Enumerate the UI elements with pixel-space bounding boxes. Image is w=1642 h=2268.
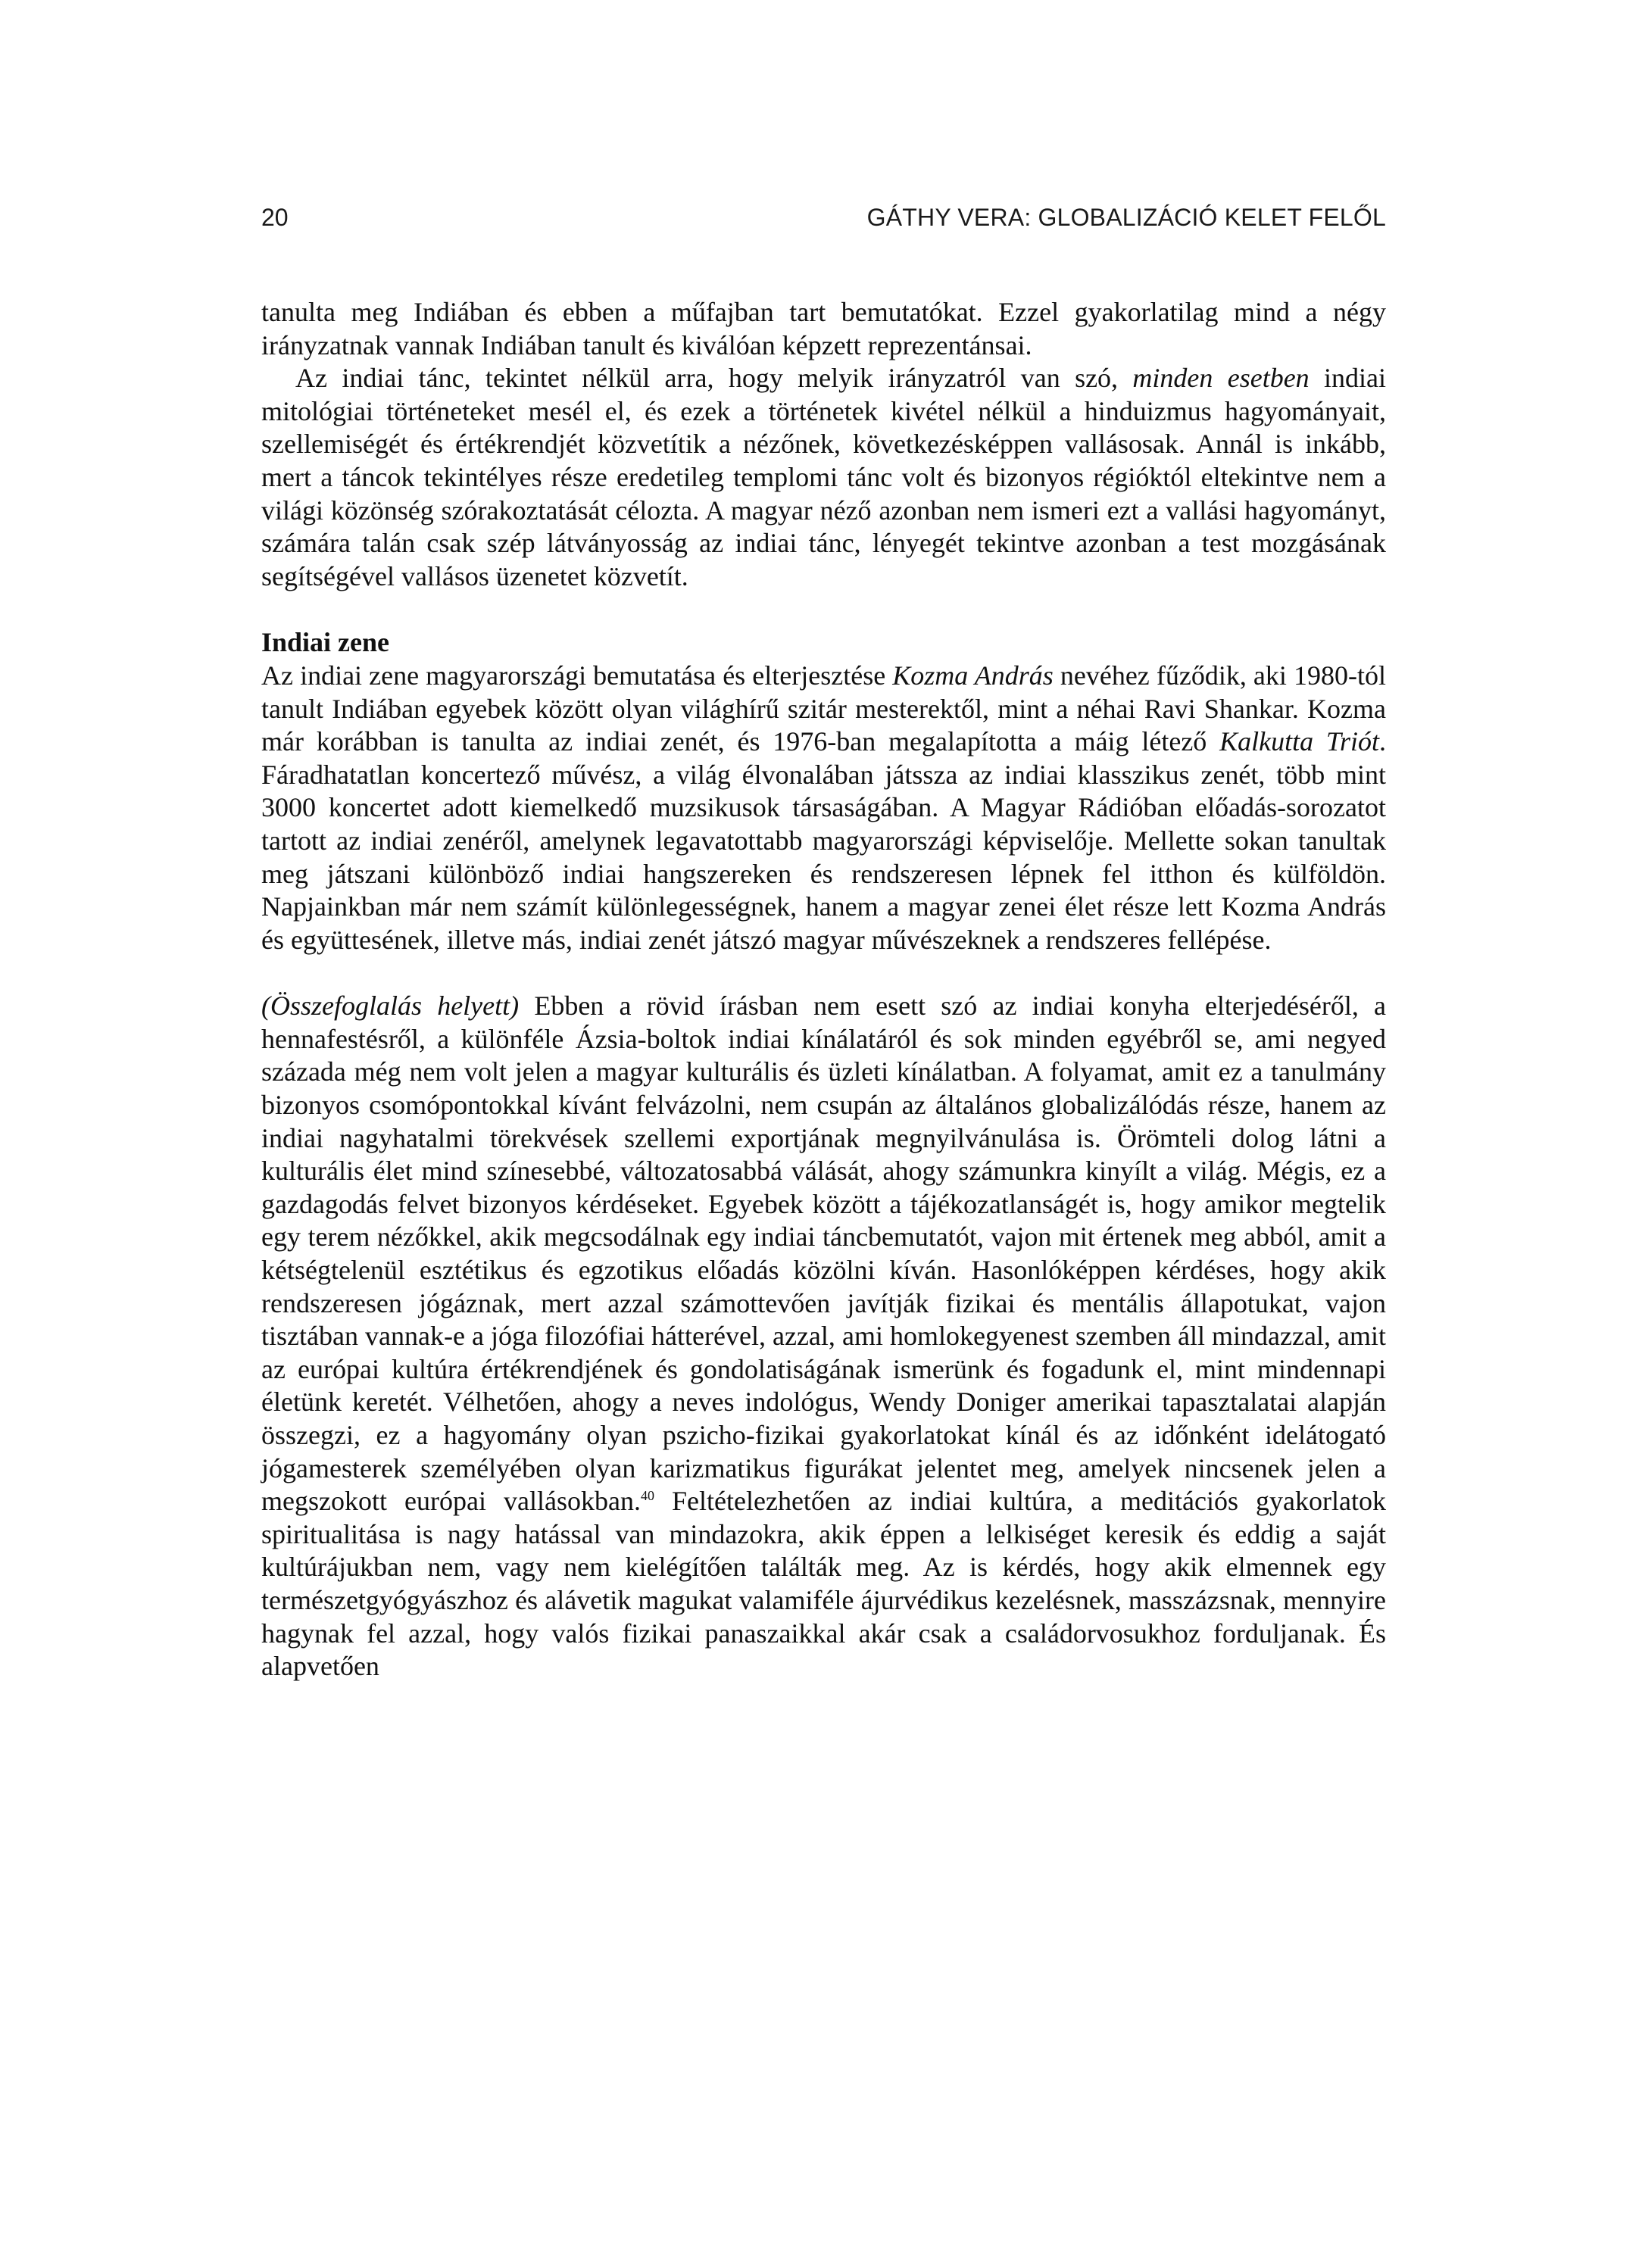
section-heading-indian-music: Indiai zene <box>261 627 390 658</box>
person-name: Kozma András <box>892 660 1054 691</box>
section-spacer <box>261 593 1386 626</box>
running-header <box>261 198 1386 236</box>
paragraph-text: . Fáradhatatlan koncertező művész, a világ élvonalában játssza az indiai klasszikus zenét, több mint 3000 koncertet adott kiemelkedő muzsikusok társaságában. A Magyar Rádióban előadás-sorozatot tartott az indiai zenéről, amelynek legavatottabb magyarországi képviselője. Mellette sokan tanultak meg játszani különböző indiai hangszereken és rendszeresen lépnek fel itthon és külföldön. Napjainkban már nem számít különlegességnek, hanem a magyar zenei élet része lett Kozma András és együttesének, illetve más, indiai zenét játszó magyar művészeknek a rendszeres fellépése. <box>261 726 1386 955</box>
paragraph-indian-music <box>261 660 1386 956</box>
body-text <box>261 296 1386 1683</box>
footnote-reference[interactable]: 40 <box>640 1488 654 1504</box>
ensemble-name: Kalkutta Triót <box>1219 726 1379 757</box>
paragraph-text: Az indiai zene magyarországi bemutatása és elterjesztése <box>261 660 893 691</box>
paragraph-continued: tanulta meg Indiában és ebben a műfajban tart bemutatókat. Ezzel gyakorlatilag mind a négy irányzatnak vannak Indiában tanult és kiválóan képzett reprezentánsai. <box>261 297 1386 360</box>
paragraph-indian-dance <box>261 362 1386 593</box>
section-spacer <box>261 956 1386 990</box>
summary-lead: (Összefoglalás helyett) <box>261 990 520 1022</box>
paragraph-text: nevéhez fűződik, aki 1980-tól tanult Indiában egyebek között olyan világhírű szitár mesterektől, mint a néhai Ravi Shankar. Kozma már korábban is tanulta az indiai zenét, és 1976-ban megalapította a máig létező <box>261 660 1387 757</box>
paragraph-text: indiai mitológiai történeteket mesél el, és ezek a történetek kivétel nélkül a hinduizmus hagyományait, szellemiségét és értékrendjét közvetítik a nézőnek, következésképpen vallásosak. Annál is inkább, mert a táncok tekintélyes része eredetileg templomi tánc volt és bizonyos régióktól eltekintve nem a világi közönség szórakoztatását célozta. A magyar néző azonban nem ismeri ezt a vallási hagyományt, számára talán csak szép látványosság az indiai tánc, lényegét tekintve azonban a test mozgásának segítségével vallásos üzenetet közvetít. <box>261 363 1386 591</box>
paragraph-text: Ebben a rövid írásban nem esett szó az indiai konyha elterjedéséről, a hennafestésről, a különféle Ázsia-boltok indiai kínálatáról és sok minden egyébről se, ami negyed százada még nem volt jelen a magyar kulturális és üzleti kínálatban. A folyamat, amit ez a tanulmány bizonyos csomópontokkal kívánt felvázolni, nem csupán az általános globalizálódás része, hanem az indiai nagyhatalmi törekvések szellemi exportjának megnyilvánulása is. Örömteli dolog látni a kulturális élet mind színesebbé, változatosabbá válását, ahogy számunkra kinyílt a világ. Mégis, ez a gazdagodás felvet bizonyos kérdéseket. Egyebek között a tájékozatlanságét is, hogy amikor megtelik egy terem nézőkkel, akik megcsodálnak egy indiai táncbemutatót, vajon mit értenek meg abból, amit a kétségtelenül esztétikus és egzotikus előadás közölni kíván. Hasonlóképpen kérdéses, hogy akik rendszeresen jógáznak, mert azzal számottevően javítják fizikai és mentális állapotukat, vajon tisztában vannak-e a jóga filozófiai hátterével, azzal, ami homlokegyenest szemben áll mindazzal, amit az európai kultúra értékrendjének és gondolatiságának ismerünk és fogadunk el, mint mindennapi életünk keretét. Vélhetően, ahogy a neves indológus, Wendy Doniger amerikai tapasztalatai alapján összegzi, ez a hagyomány olyan pszicho-fizikai gyakorlatokat kínál és az időnként idelátogató jógamesterek személyében olyan karizmatikus figurákat jelentet meg, amelyek nincsenek jelen a megszokott európai vallásokban. <box>261 990 1386 1517</box>
page-number: 20 <box>261 204 289 231</box>
paragraph-text: Az indiai tánc, tekintet nélkül arra, hogy melyik irányzatról van szó, <box>295 363 1133 394</box>
paragraph-summary <box>261 990 1386 1683</box>
running-title: GÁTHY VERA: GLOBALIZÁCIÓ KELET FELŐL <box>866 204 1386 231</box>
paragraph-text: Feltételezhetően az indiai kultúra, a meditációs gyakorlatok spiritualitása is nagy hatással van mindazokra, akik éppen a lelkiséget keresik és eddig a saját kultúrájukban nem, vagy nem kielégítően találták meg. Az is kérdés, hogy akik elmennek egy természetgyógyászhoz és alávetik magukat valamiféle ájurvédikus kezelésnek, masszázsnak, mennyire hagynak fel azzal, hogy valós fizikai panaszaikkal akár csak a családorvosukhoz forduljanak. És alapvetően <box>261 1486 1386 1682</box>
emphasis-text: minden esetben <box>1132 363 1310 394</box>
